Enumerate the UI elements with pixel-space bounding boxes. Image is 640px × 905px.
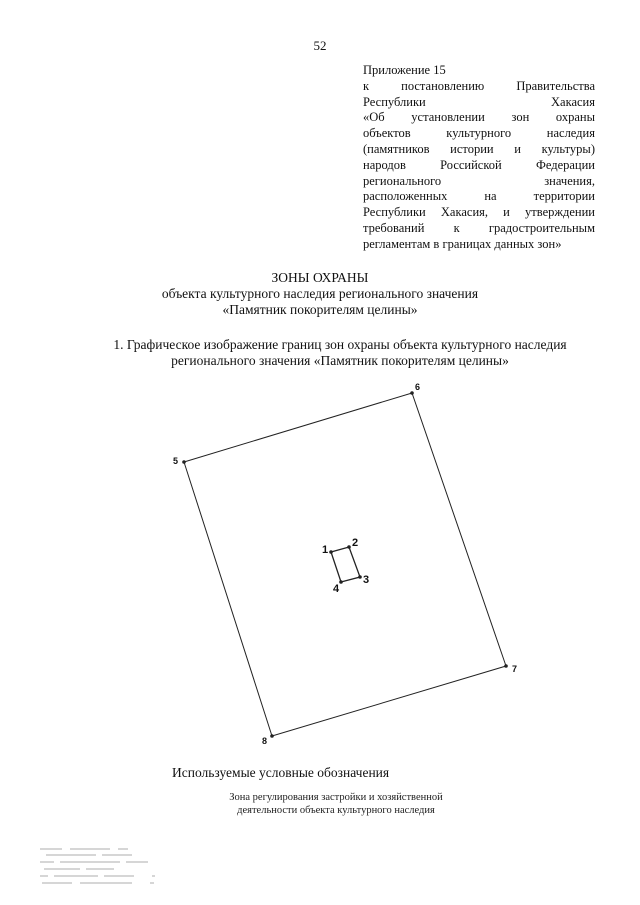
zones-title: ЗОНЫ ОХРАНЫ [271, 270, 369, 285]
protection-zone-boundary [331, 547, 360, 582]
boundary-point-marker [347, 545, 351, 549]
appendix-line: Республики Хакасия, и утверждении [363, 205, 595, 220]
legend-zone-line: Зона регулирования застройки и хозяйственной [229, 792, 443, 803]
boundary-point-label: 7 [512, 664, 518, 674]
appendix-line: Приложение 15 [363, 63, 446, 77]
boundary-point-label: 4 [333, 583, 340, 595]
boundary-point-label: 3 [363, 574, 370, 586]
boundary-point-label: 1 [322, 544, 329, 556]
appendix-line: народов Российской Федерации [363, 157, 595, 172]
zones-subtitle: объекта культурного наследия регионального значения [161, 286, 479, 301]
boundary-point-label: 6 [415, 382, 421, 392]
appendix-line: расположенных на территории [363, 189, 595, 204]
boundary-point-marker [339, 580, 343, 584]
section-heading-line: 1. Графическое изображение границ зон охраны объекта культурного наследия [113, 337, 567, 352]
section-heading-line: регионального значения «Памятник покорителям целины» [171, 353, 509, 368]
boundary-point-marker [410, 391, 414, 395]
boundary-point-marker [329, 550, 333, 554]
boundary-point-label: 5 [173, 456, 179, 466]
registration-stamp [40, 846, 158, 888]
appendix-line: к постановлению Правительства [363, 78, 595, 93]
boundary-point-marker [358, 575, 362, 579]
appendix-line: (памятников истории и культуры) [363, 141, 595, 156]
boundary-point-marker [182, 460, 186, 464]
regulation-zone-boundary [184, 393, 506, 736]
appendix-line: «Об установлении зон охраны [363, 110, 595, 125]
appendix-line: объектов культурного наследия [363, 126, 595, 141]
appendix-line: регламентам в границах данных зон» [363, 236, 562, 251]
appendix-line: регионального значения, [363, 173, 595, 188]
page-number: 52 [313, 38, 327, 53]
appendix-line: требований к градостроительным [363, 220, 595, 235]
legend-zone-description [150, 791, 522, 817]
appendix-line: Республики Хакасия [363, 94, 595, 109]
boundary-point-label: 8 [262, 736, 268, 746]
boundary-point-label: 2 [352, 537, 359, 549]
boundary-point-marker [270, 734, 274, 738]
legend-zone-line: деятельности объекта культурного наследия [237, 805, 435, 816]
boundary-point-marker [504, 664, 508, 668]
monument-name: «Памятник покорителям целины» [222, 302, 418, 317]
legend-title: Используемые условные обозначения [172, 765, 390, 780]
